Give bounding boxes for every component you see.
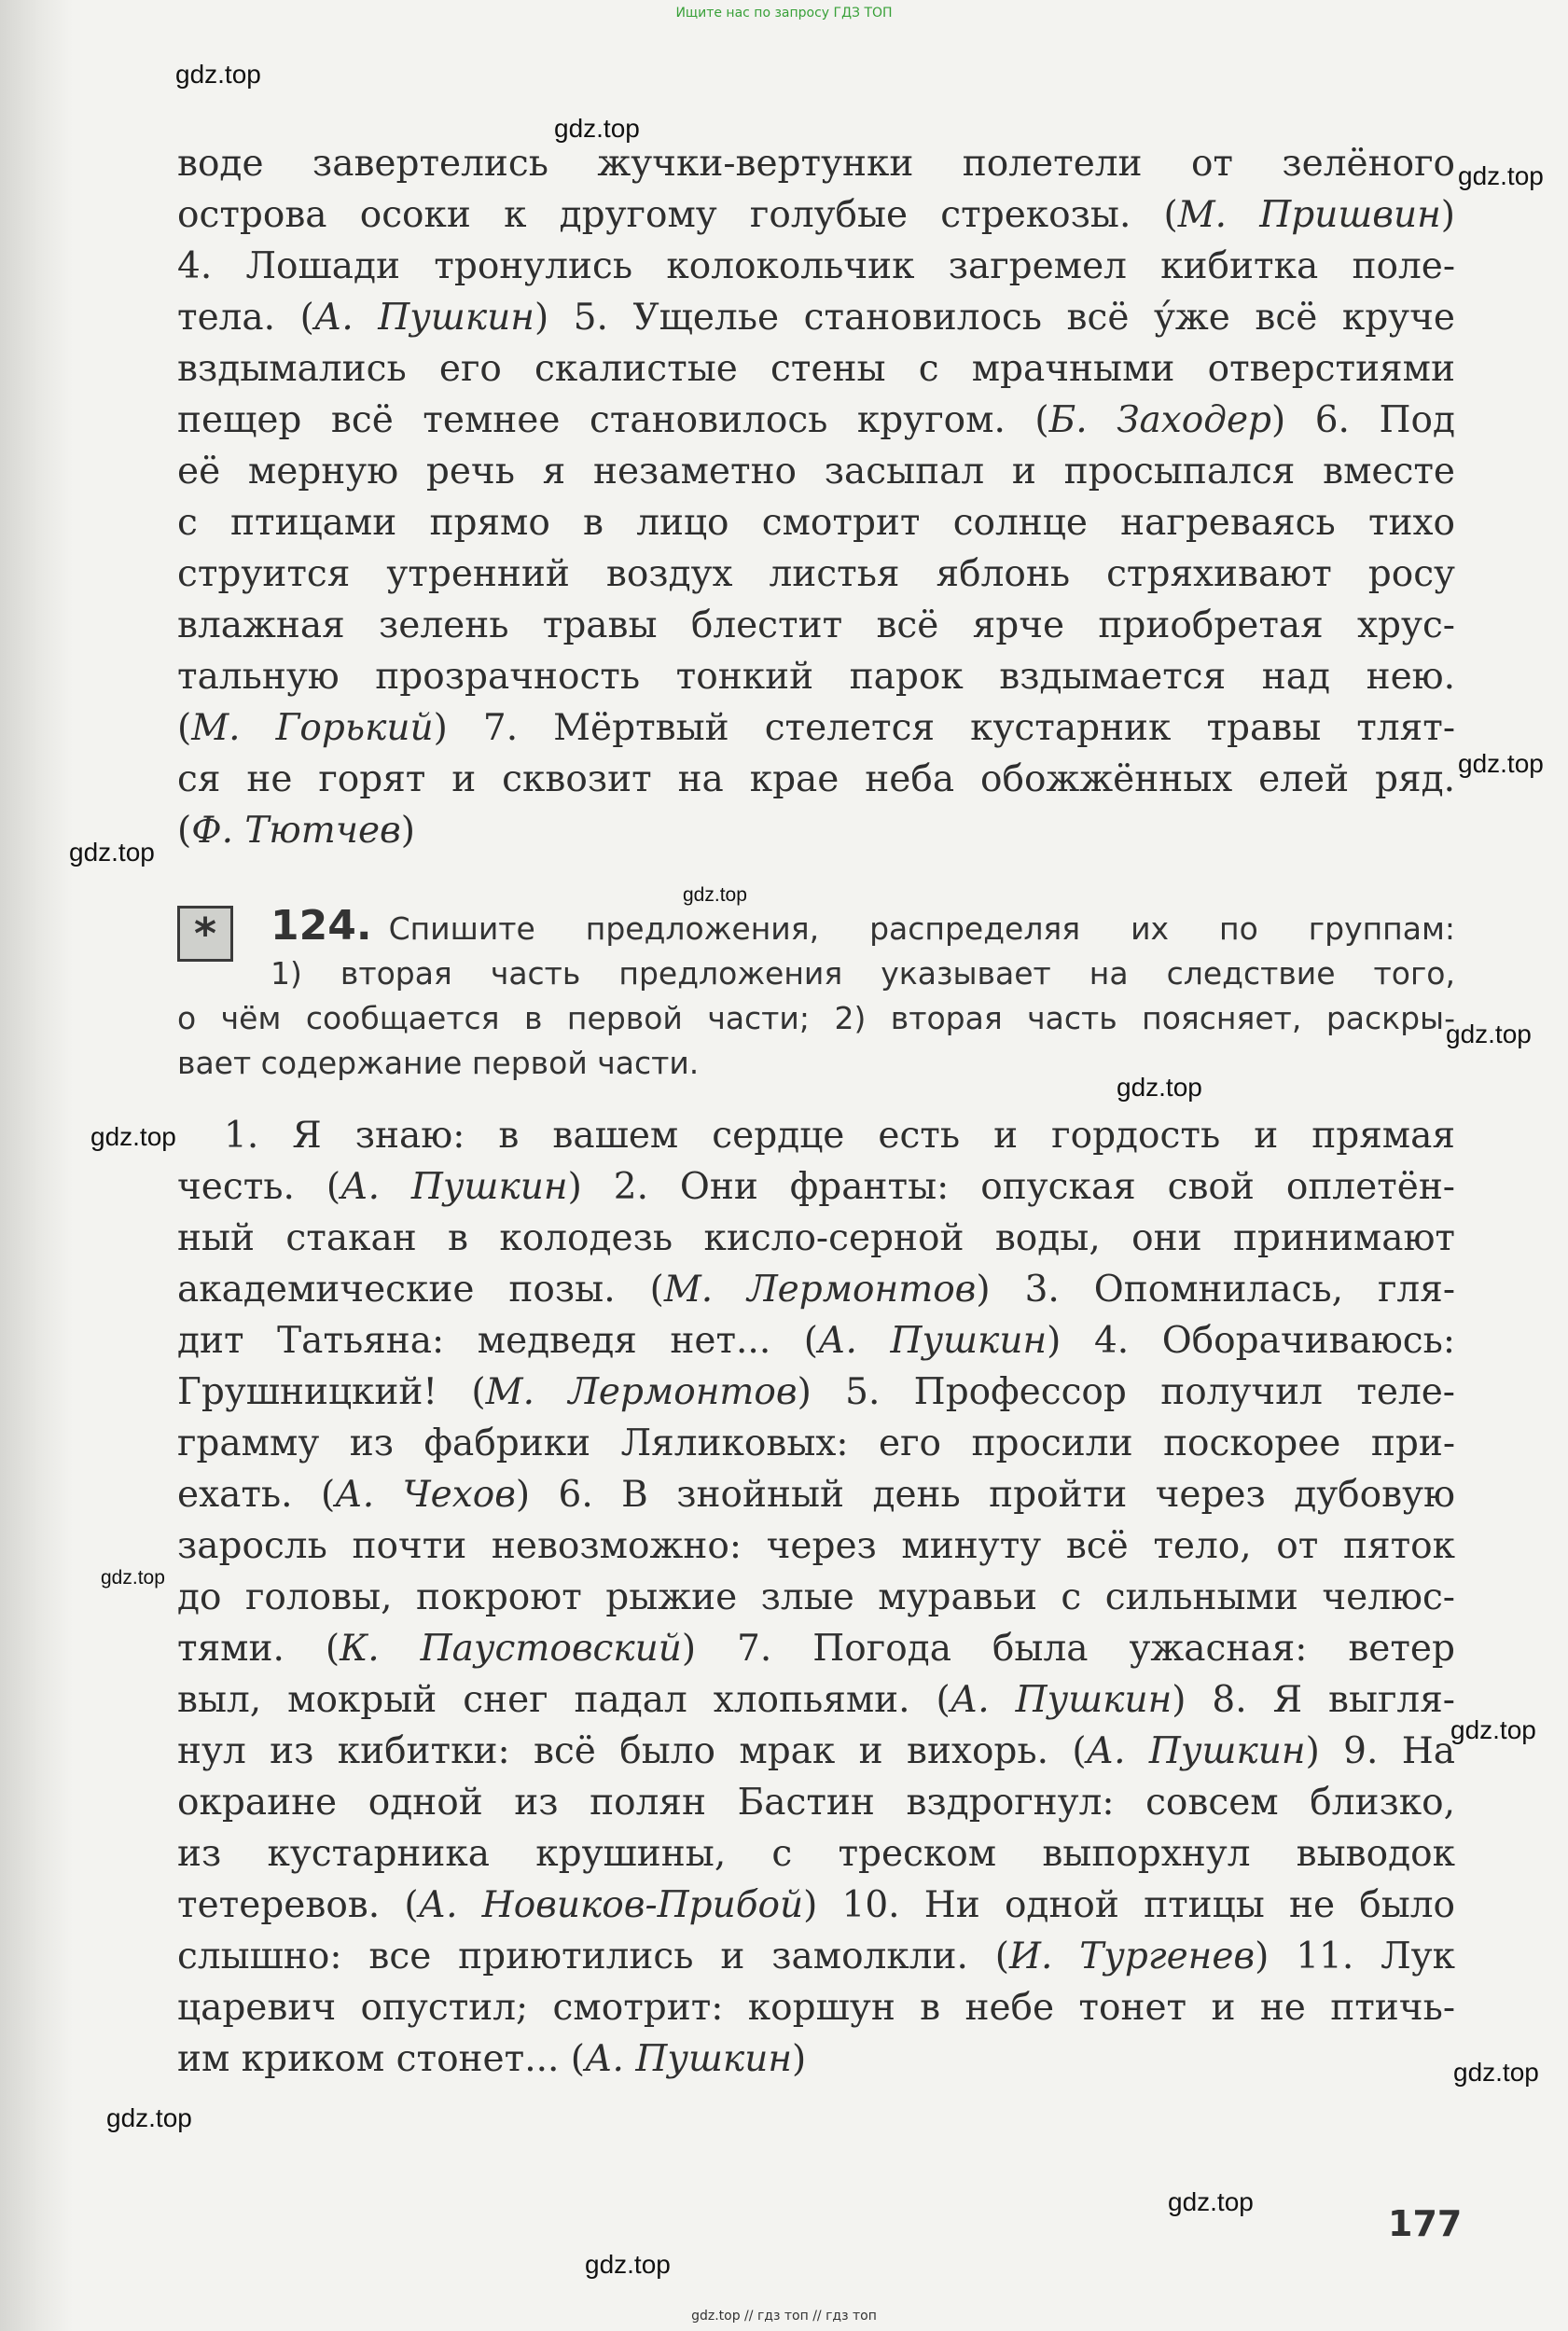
author-name: Б. Заходер [1048,399,1271,441]
text-line: ся не горят и сквозит на крае неба обожжённых елей ряд. [177,758,1455,800]
watermark: gdz.top [683,884,747,906]
author-name: А. Пушкин [585,2038,793,2080]
watermark: gdz.top [1168,2187,1254,2216]
text-line: её мерную речь я незаметно засыпал и просыпался вместе [177,451,1455,493]
text-line: 4. Лошади тронулись колокольчик загремел кибитка поле- [177,245,1455,287]
bottom-banner: gdz.top // гдз топ // гдз топ [691,2309,877,2324]
author-name: А. Пушкин [340,1166,568,1208]
text-line: окраине одной из полян Бастин вздрогнул: совсем близко, [177,1782,1455,1824]
text-line: (Ф. Тютчев) [177,810,415,852]
watermark: gdz.top [1458,749,1544,778]
text-line: (М. Горький) 7. Мёртвый стелется кустарник травы тлят- [177,707,1455,749]
instruction-line: вает содержание первой части. [177,1045,700,1081]
text-line: слышно: все приютились и замолкли. (И. Тургенев) 11. Лук [177,1936,1455,1977]
author-name: А. Пушкин [313,297,534,339]
watermark: gdz.top [1450,1715,1536,1744]
text-line: 1. Я знаю: в вашем сердце есть и гордость и прямая [224,1115,1455,1157]
watermark: gdz.top [90,1122,176,1151]
exercise-number: 124. [271,902,372,950]
text-line: вздымались его скалистые стены с мрачными отверстиями [177,348,1455,390]
text-line: воде завертелись жучки-вертунки полетели от зелёного [177,143,1455,185]
author-name: А. Чехов [335,1474,516,1516]
text-line: влажная зелень травы блестит всё ярче приобретая хрус- [177,604,1455,646]
text-line: им криком стонет... (А. Пушкин) [177,2038,807,2080]
text-line: ный стакан в колодезь кисло-серной воды, они принимают [177,1217,1455,1259]
text-line: ехать. (А. Чехов) 6. В знойный день пройти через дубовую [177,1474,1455,1516]
text-line: царевич опустил; смотрит: коршун в небе тонет и не птичь- [177,1987,1455,2029]
author-name: А. Пушкин [1086,1730,1306,1772]
watermark: gdz.top [585,2250,671,2279]
text-line: Грушницкий! (М. Лермонтов) 5. Профессор получил теле- [177,1371,1455,1413]
text-line: струится утренний воздух листья яблонь стряхивают росу [177,553,1455,595]
text-line: тетеревов. (А. Новиков-Прибой) 10. Ни одной птицы не было [177,1884,1456,1926]
text-line: дит Татьяна: медведя нет... (А. Пушкин) 4. Оборачиваюсь: [177,1320,1456,1362]
asterisk-icon: * [177,906,233,962]
text-line: нул из кибитки: всё было мрак и вихорь. (А. Пушкин) 9. На [177,1730,1455,1772]
watermark: gdz.top [175,60,261,89]
text-line: из кустарника крушины, с треском выпорхнул выводок [177,1833,1455,1875]
text-line: выл, мокрый снег падал хлопьями. (А. Пушкин) 8. Я выгля- [177,1679,1455,1721]
text-line: до головы, покроют рыжие злые муравьи с сильными челюс- [177,1576,1455,1618]
text-line: честь. (А. Пушкин) 2. Они франты: опуская свой оплетён- [177,1166,1455,1208]
watermark: gdz.top [1453,2058,1539,2087]
text-line: острова осоки к другому голубые стрекозы. (М. Пришвин) [177,194,1455,236]
text-line: с птицами прямо в лицо смотрит солнце нагреваясь тихо [177,502,1455,544]
author-name: А. Пушкин [818,1320,1048,1362]
text-line: академические позы. (М. Лермонтов) 3. Опомнилась, гля- [177,1269,1455,1311]
author-name: М. Пришвин [1177,194,1441,236]
text-line: тела. (А. Пушкин) 5. Ущелье становилось всё у́же всё круче [177,297,1455,339]
author-name: А. Пушкин [950,1679,1173,1721]
watermark: gdz.top [106,2103,192,2132]
instruction-line: о чём сообщается в первой части; 2) вторая часть поясняет, раскры- [177,1000,1455,1036]
watermark: gdz.top [1117,1073,1202,1102]
instruction-line: 1) вторая часть предложения указывает на следствие того, [271,955,1455,992]
author-name: М. Лермонтов [485,1371,798,1413]
text-line: заросль почти невозможно: через минуту всё тело, от пяток [177,1525,1455,1567]
instruction-line: 124. Спишите предложения, распределяя их по группам: [271,902,1455,950]
exercise-sentences [177,1110,1455,2085]
author-name: И. Тургенев [1008,1936,1256,1977]
author-name: А. Новиков-Прибой [418,1884,804,1926]
watermark: gdz.top [101,1567,165,1589]
author-name: К. Паустовский [340,1628,682,1670]
watermark: gdz.top [1446,1020,1532,1048]
watermark: gdz.top [554,114,640,143]
watermark: gdz.top [1458,161,1544,190]
text-line: пещер всё темнее становилось кругом. (Б. Заходер) 6. Под [177,399,1455,441]
text-line: грамму из фабрики Ляликовых: его просили поскорее при- [177,1422,1455,1464]
author-name: М. Горький [191,707,434,749]
page-number: 177 [1388,2203,1463,2244]
previous-exercise-text [177,138,1455,856]
author-name: Ф. Тютчев [191,810,401,852]
text-line: тями. (К. Паустовский) 7. Погода была ужасная: ветер [177,1628,1455,1670]
top-banner: Ищите нас по запросу ГДЗ ТОП [675,6,893,21]
author-name: М. Лермонтов [663,1269,977,1311]
exercise-instructions [177,904,1455,1086]
watermark: gdz.top [69,838,155,867]
text-line: тальную прозрачность тонкий парок вздымается над нею. [177,656,1455,698]
